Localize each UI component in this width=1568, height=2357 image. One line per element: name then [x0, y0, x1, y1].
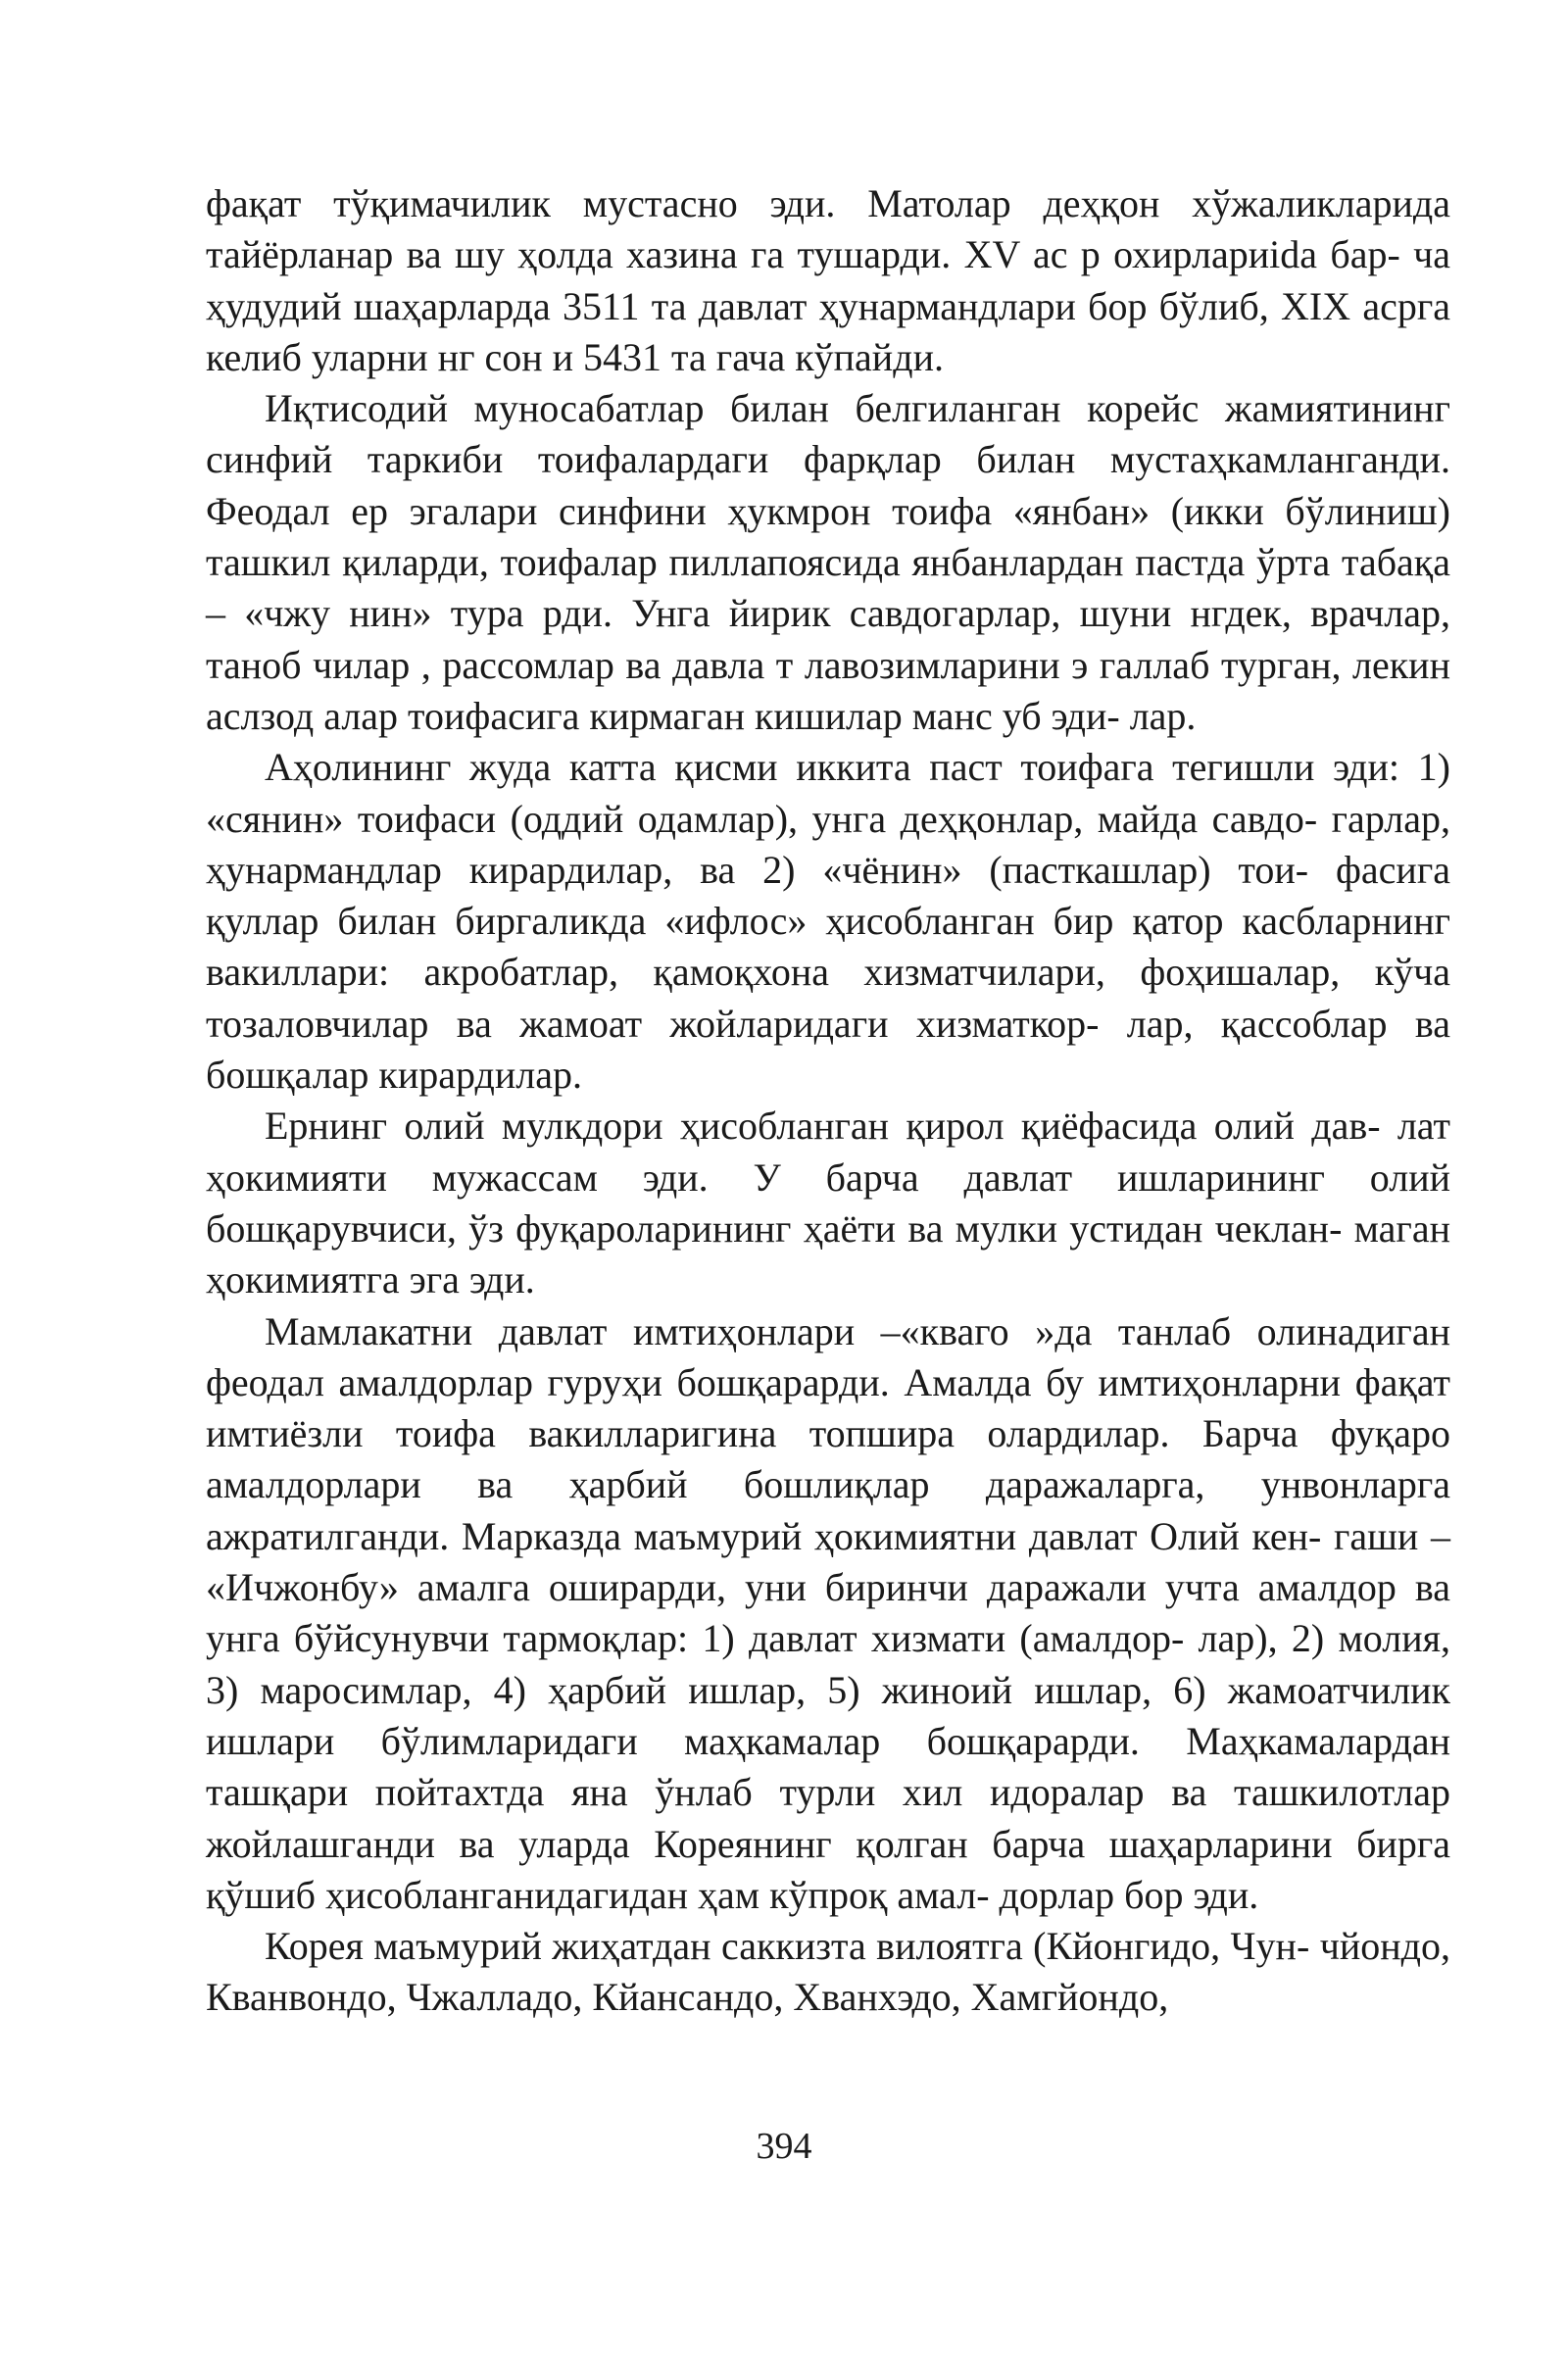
- paragraph: Аҳолининг жуда катта қисми иккита паст тоифага тегишли эди: 1) «сянин» тоифаси (оддий одамлар), унга деҳқонлар, майда савдо- гарлар, ҳунармандлар кирардилар, ва 2) «чёнин» (пасткашлар) тои- фасига қуллар билан биргаликда «ифлос» ҳисобланган бир қатор касбларнинг вакиллари: акробатлар, қамоқхона хизматчилари, фоҳишалар, кўча тозаловчилар ва жамоат жойларидаги хизматкор- лар, қассоблар ва бошқалар кирардилар.: [206, 745, 1450, 1098]
- paragraph: Мамлакатни давлат имтиҳонлари –«кваго »да танлаб олинадиган феодал амалдорлар гуруҳи бошқарарди. Амалда бу имтиҳонларни фақат имтиёзли тоифа вакилларигина топшира олардилар. Барча фуқаро амалдорлари ва ҳарбий бошлиқлар даражаларга, унвонларга ажратилганди. Марказда маъмурий ҳокимиятни давлат Олий кен- гаши – «Ичжонбу» амалга оширарди, уни биринчи даражали учта амалдор ва унга бўйсунувчи тармоқлар: 1) давлат хизмати (амалдор- лар), 2) молия, 3) маросимлар, 4) ҳарбий ишлар, 5) жиноий ишлар, 6) жамоатчилик ишлари бўлимларидаги маҳкамалар бошқарарди. Маҳкамалардан ташқари пойтахтда яна ўнлаб турли хил идоралар ва ташкилотлар жойлашганди ва уларда Кореянинг қолган барча шаҳарларини бирга қўшиб ҳисобланганидагидан ҳам кўпроқ амал- дорлар бор эди.: [206, 1308, 1450, 1917]
- paragraph: фақат тўқимачилик мустасно эди. Матолар деҳқон хўжаликларида тайёрланар ва шу ҳолда хазина га тушарди. XV ас р охирлариida бар- ча ҳудудий шаҳарларда 3511 та давлат ҳунармандлари бор бўлиб, XIX асрга келиб уларни нг сон и 5431 та гача кўпайди.: [206, 181, 1450, 379]
- page-number: 394: [756, 2126, 812, 2167]
- paragraph: Корея маъмурий жиҳатдан саккизта вилоятга (Кйонгидо, Чун- чйондо, Кванвондо, Чжалладо, Кйансандо, Хванхэдо, Хамгйондо,: [206, 1924, 1450, 2020]
- paragraph: Ернинг олий мулкдори ҳисобланган қирол қиёфасида олий дав- лат ҳокимияти мужассам эди. У барча давлат ишларининг олий бошқарувчиси, ўз фуқароларининг ҳаёти ва мулки устидан чеклан- маган ҳокимиятга эга эди.: [206, 1104, 1450, 1302]
- paragraph: Иқтисодий муносабатлар билан белгиланган корейс жамиятининг синфий таркиби тоифалардаги фарқлар билан мустаҳкамланганди. Феодал ер эгалари синфини ҳукмрон тоифа «янбан» (икки бўлиниш) ташкил қиларди, тоифалар пиллапоясида янбанлардан пастда ўрта табақа – «чжу нин» тура рди. Унга йирик савдогарлар, шуни нгдек, врачлар, таноб чилар , рассомлар ва давла т лавозимларини э галлаб турган, лекин аслзод алар тоифасига кирмаган кишилар манс уб эди- лар.: [206, 386, 1450, 738]
- body-text: [206, 178, 1450, 2024]
